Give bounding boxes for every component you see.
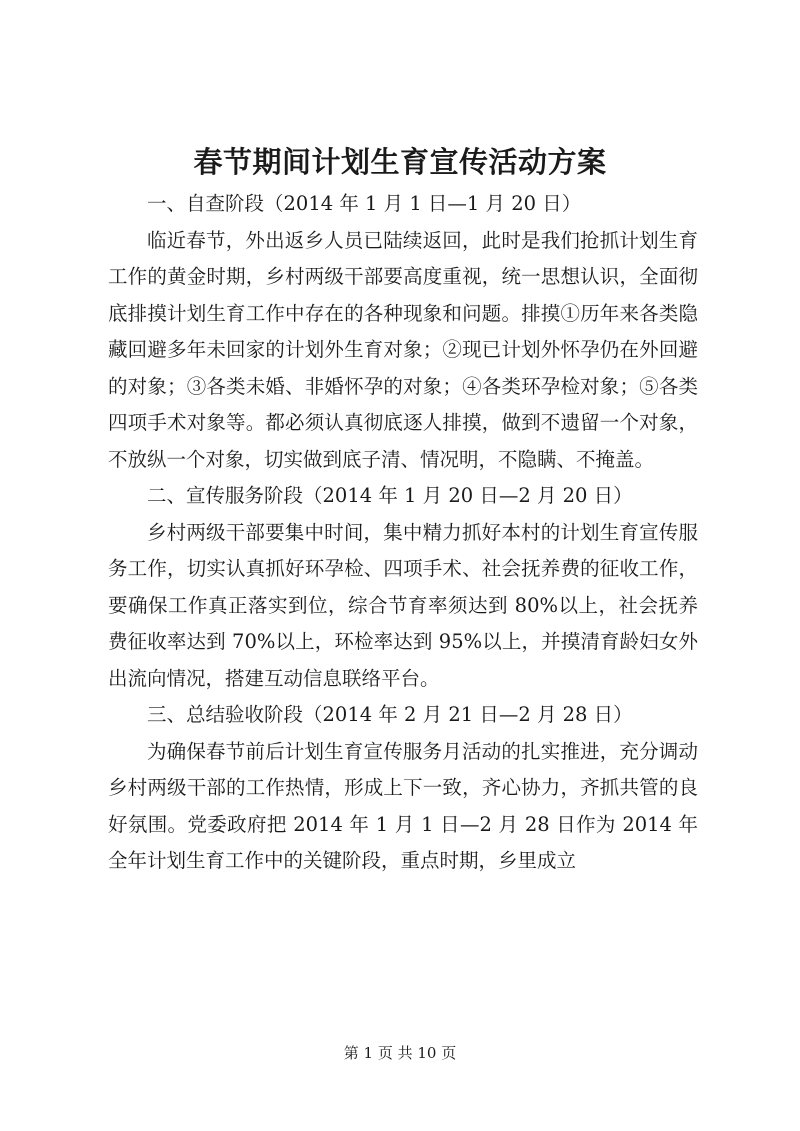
section-heading-1: 一、自查阶段（2014 年 1 月 1 日—1 月 20 日） <box>147 192 582 215</box>
section-paragraph-1: 临近春节，外出返乡人员已陆续返回，此时是我们抢抓计划生育工作的黄金时期，乡村两级干部要高度重视，统一思想认识，全面彻底排摸计划生育工作中存在的各种现象和问题。排摸①历年来各类隐藏回避多年未回家的计划外生育对象；②现已计划外怀孕仍在外回避的对象；③各类未婚、非婚怀孕的对象；④各类环孕检对象；⑤各类四项手术对象等。都必须认真彻底逐人排摸，做到不遗留一个对象，不放纵一个对象，切实做到底子清、情况明，不隐瞒、不掩盖。 <box>108 228 698 471</box>
document-body <box>108 186 698 880</box>
section-paragraph-2: 乡村两级干部要集中时间，集中精力抓好本村的计划生育宣传服务工作，切实认真抓好环孕检、四项手术、社会抚养费的征收工作，要确保工作真正落实到位，综合节育率须达到 80%以上，社会抚养费征收率达到 70%以上，环检率达到 95%以上，并摸清育龄妇女外出流向情况，搭建互动信息联络平台。 <box>108 520 698 690</box>
section-heading-3: 三、总结验收阶段（2014 年 2 月 21 日—2 月 28 日） <box>147 703 633 726</box>
page-footer: 第 1 页 共 10 页 <box>343 1044 457 1062</box>
section-paragraph-3: 为确保春节前后计划生育宣传服务月活动的扎实推进，充分调动乡村两级干部的工作热情，形成上下一致，齐心协力，齐抓共管的良好氛围。党委政府把 2014 年 1 月 1 日—2 月 28 日作为 2014 年全年计划生育工作中的关键阶段，重点时期，乡里成立 <box>108 739 698 872</box>
document-title: 春节期间计划生育宣传活动方案 <box>193 145 607 179</box>
section-heading-2: 二、宣传服务阶段（2014 年 1 月 20 日—2 月 20 日） <box>147 484 633 507</box>
